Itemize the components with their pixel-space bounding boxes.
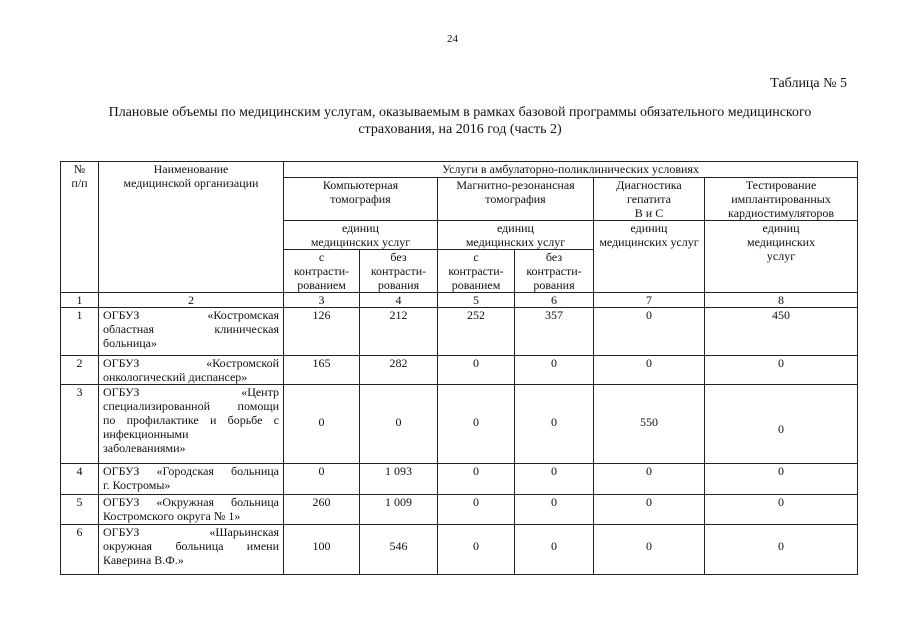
value-cell: 0 xyxy=(515,525,594,575)
volumes-table xyxy=(60,161,858,575)
organization-name xyxy=(99,495,284,525)
title-line-1: Плановые объемы по медицинским услугам, оказываемым в рамках базовой программы обязательного медицинского xyxy=(108,105,812,120)
column-number: 1 xyxy=(61,293,99,308)
row-number: 3 xyxy=(61,385,99,464)
value-cell: 0 xyxy=(438,464,515,495)
organization-name xyxy=(99,356,284,385)
organization-name-line: ОГБУЗ «Окружная больница xyxy=(103,495,279,509)
header-ambulatory-services: Услуги в амбулаторно-поликлинических условиях xyxy=(284,162,858,178)
value-cell: 0 xyxy=(284,385,360,464)
table-row xyxy=(61,495,858,525)
value-cell: 0 xyxy=(594,495,705,525)
column-number: 6 xyxy=(515,293,594,308)
value-cell: 212 xyxy=(360,308,438,356)
value-cell: 0 xyxy=(705,495,858,525)
table-row xyxy=(61,385,858,464)
value-cell: 260 xyxy=(284,495,360,525)
header-ct: Компьютерная томография xyxy=(284,178,438,221)
value-cell: 0 xyxy=(594,464,705,495)
organization-name-line: заболеваниями» xyxy=(103,441,186,455)
value-cell: 0 xyxy=(438,356,515,385)
value-cell: 550 xyxy=(594,385,705,464)
header-ct-without-contrast: без контрасти- рования xyxy=(360,250,438,293)
value-cell: 0 xyxy=(705,385,858,464)
organization-name xyxy=(99,525,284,575)
header-unit-mrt: единиц медицинских услуг xyxy=(438,221,594,250)
column-number: 4 xyxy=(360,293,438,308)
header-mrt: Магнитно-резонансная томография xyxy=(438,178,594,221)
value-cell: 100 xyxy=(284,525,360,575)
value-cell: 0 xyxy=(515,385,594,464)
organization-name-line: ОГБУЗ «Шарьинская xyxy=(103,525,279,539)
value-cell: 450 xyxy=(705,308,858,356)
table-row xyxy=(61,308,858,356)
organization-name-line: Костромского округа № 1» xyxy=(103,509,241,523)
header-ct-with-contrast: с контрасти- рованием xyxy=(284,250,360,293)
document-title xyxy=(60,104,860,138)
header-cardio: Тестирование имплантированных кардиостимуляторов xyxy=(705,178,858,221)
column-number: 2 xyxy=(99,293,284,308)
organization-name-line: специализированной помощи xyxy=(103,399,279,413)
value-cell: 0 xyxy=(360,385,438,464)
page-number: 24 xyxy=(447,33,458,45)
value-cell: 165 xyxy=(284,356,360,385)
table-label: Таблица № 5 xyxy=(770,76,847,91)
header-org-name: Наименование медицинской организации xyxy=(99,162,284,293)
organization-name-line: больница» xyxy=(103,336,157,350)
column-number: 3 xyxy=(284,293,360,308)
value-cell: 0 xyxy=(594,525,705,575)
organization-name-line: инфекционными xyxy=(103,427,189,441)
row-number: 6 xyxy=(61,525,99,575)
value-cell: 126 xyxy=(284,308,360,356)
value-cell: 0 xyxy=(438,495,515,525)
header-unit-ct: единиц медицинских услуг xyxy=(284,221,438,250)
organization-name xyxy=(99,385,284,464)
organization-name-line: г. Костромы» xyxy=(103,478,171,492)
organization-name-line: областная клиническая xyxy=(103,322,279,336)
value-cell: 0 xyxy=(594,308,705,356)
value-cell: 0 xyxy=(515,356,594,385)
table-row xyxy=(61,356,858,385)
value-cell: 1 093 xyxy=(360,464,438,495)
row-number: 5 xyxy=(61,495,99,525)
value-cell: 0 xyxy=(515,464,594,495)
organization-name xyxy=(99,464,284,495)
value-cell: 357 xyxy=(515,308,594,356)
header-num: № п/п xyxy=(61,162,99,293)
title-line-2: страхования, на 2016 год (часть 2) xyxy=(358,122,562,137)
column-numbers-row xyxy=(61,293,858,308)
header-unit-cardio: единиц медицинских услуг xyxy=(705,221,858,293)
organization-name-line: окружная больница имени xyxy=(103,539,279,553)
column-number: 8 xyxy=(705,293,858,308)
value-cell: 546 xyxy=(360,525,438,575)
organization-name-line: онкологический диспансер» xyxy=(103,370,248,384)
organization-name-line: ОГБУЗ «Центр xyxy=(103,385,279,399)
organization-name-line: Каверина В.Ф.» xyxy=(103,553,184,567)
table-row xyxy=(61,525,858,575)
value-cell: 0 xyxy=(515,495,594,525)
value-cell: 0 xyxy=(705,356,858,385)
organization-name-line: ОГБУЗ «Городская больница xyxy=(103,464,279,478)
header-hepatitis: Диагностика гепатита В и С xyxy=(594,178,705,221)
column-number: 5 xyxy=(438,293,515,308)
header-mrt-without-contrast: без контрасти- рования xyxy=(515,250,594,293)
value-cell: 1 009 xyxy=(360,495,438,525)
value-cell: 252 xyxy=(438,308,515,356)
value-cell: 0 xyxy=(284,464,360,495)
row-number: 1 xyxy=(61,308,99,356)
header-mrt-with-contrast: с контрасти- рованием xyxy=(438,250,515,293)
value-cell: 0 xyxy=(438,385,515,464)
header-unit-hep: единиц медицинских услуг xyxy=(594,221,705,293)
row-number: 2 xyxy=(61,356,99,385)
organization-name-line: ОГБУЗ «Костромской xyxy=(103,356,279,370)
value-cell: 0 xyxy=(705,464,858,495)
organization-name-line: по профилактике и борьбе с xyxy=(103,413,279,427)
value-cell: 282 xyxy=(360,356,438,385)
value-cell: 0 xyxy=(594,356,705,385)
column-number: 7 xyxy=(594,293,705,308)
table-row xyxy=(61,464,858,495)
organization-name xyxy=(99,308,284,356)
row-number: 4 xyxy=(61,464,99,495)
value-cell: 0 xyxy=(705,525,858,575)
value-cell: 0 xyxy=(438,525,515,575)
organization-name-line: ОГБУЗ «Костромская xyxy=(103,308,279,322)
